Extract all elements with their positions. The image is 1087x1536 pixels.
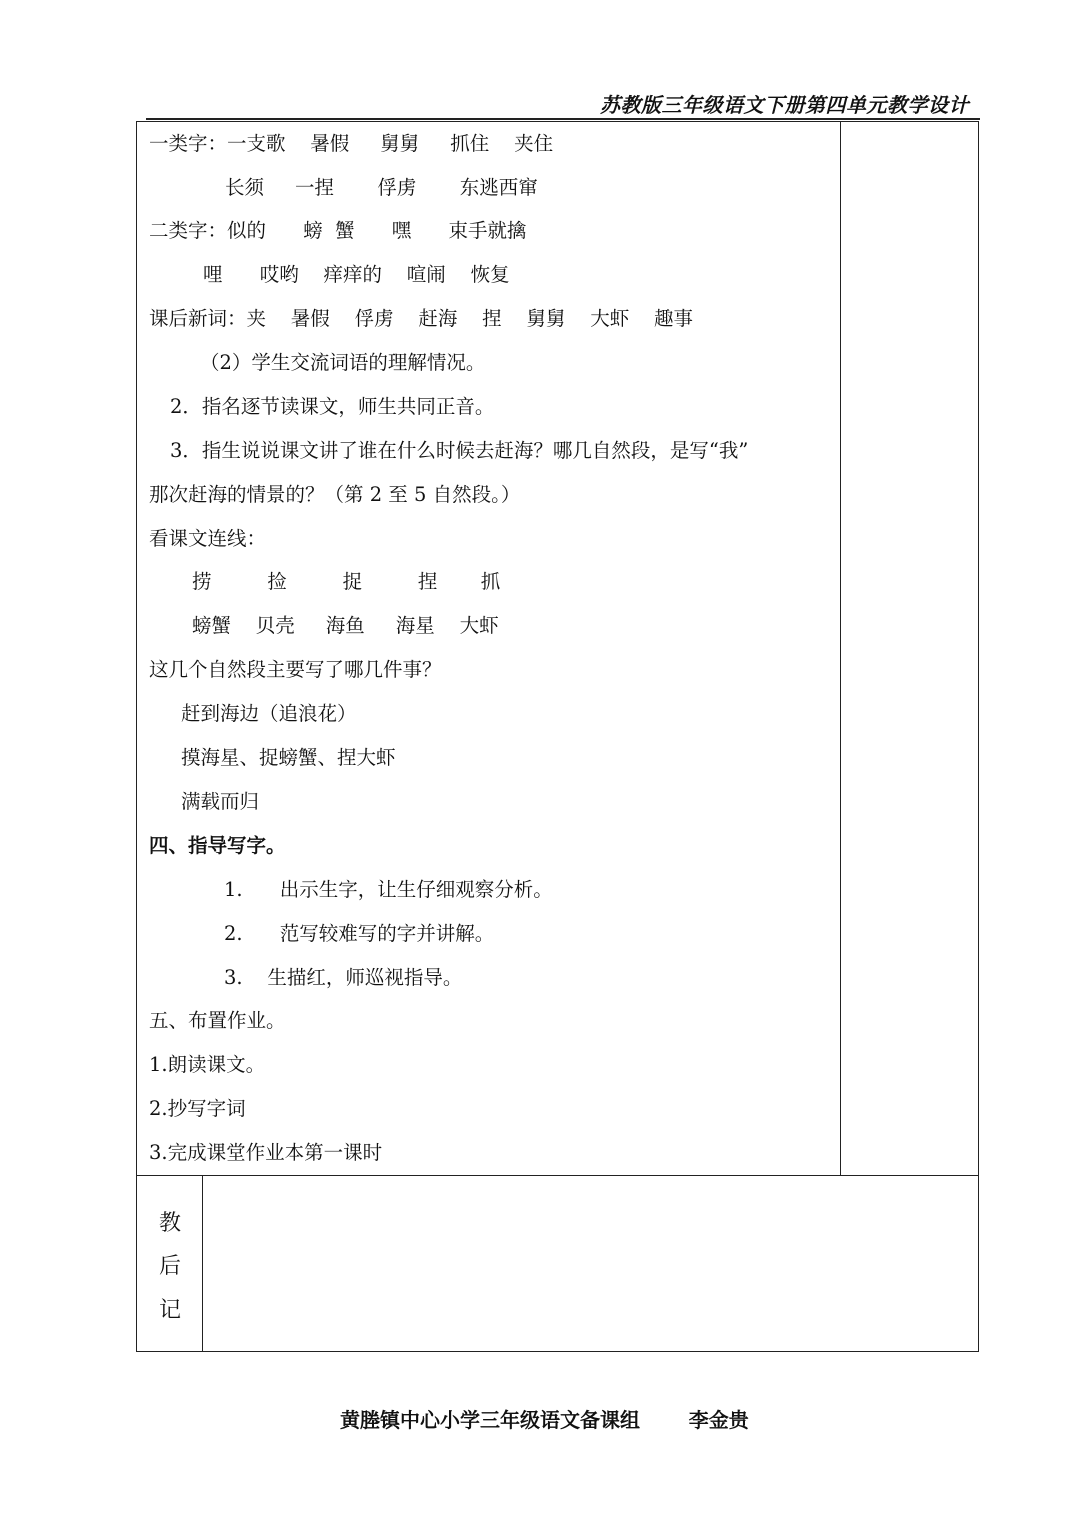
- lesson-line: 3．指生说说课文讲了谁在什么时候去赶海？哪几自然段，是写“我”: [170, 439, 749, 462]
- lesson-line: 3. 生描红，师巡视指导。: [224, 966, 463, 989]
- lesson-line: 摸海星、捉螃蟹、捏大虾: [181, 746, 396, 769]
- lesson-line: 长须 一捏 俘虏 东逃西窜: [225, 176, 538, 199]
- footer-school-group: 黄塍镇中心小学三年级语文备课组: [340, 1408, 640, 1432]
- lesson-line: 那次赶海的情景的？（第 2 至 5 自然段。）: [149, 483, 521, 506]
- lesson-line: 哩 哎哟 痒痒的 喧闹 恢复: [203, 263, 510, 286]
- reflection-label-char: 记: [158, 1298, 181, 1323]
- lesson-line: 2．指名逐节读课文，师生共同正音。: [170, 395, 495, 418]
- lesson-line: 看课文连线：: [149, 527, 267, 550]
- reflection-row-divider: [136, 1175, 979, 1176]
- footer-author: 李金贵: [688, 1408, 749, 1432]
- header-rule: [146, 118, 980, 120]
- lesson-line: 满载而归: [181, 790, 260, 813]
- lesson-line: 捞 捡 捉 捏 抓: [192, 570, 501, 593]
- section-heading: 四、指导写字。: [149, 834, 286, 857]
- lesson-line: 一类字：一支歌 暑假 舅舅 抓住 夹住: [149, 132, 554, 155]
- lesson-line: 1.朗读课文。: [149, 1053, 266, 1076]
- lesson-line: 1. 出示生字，让生仔细观察分析。: [224, 878, 553, 901]
- reflection-label-char: 教: [158, 1211, 181, 1236]
- lesson-line: 这几个自然段主要写了哪几件事？: [149, 658, 442, 681]
- lesson-line: 3.完成课堂作业本第一课时: [149, 1141, 383, 1164]
- lesson-line: 赶到海边（追浪花）: [181, 702, 357, 725]
- reflection-label-divider: [202, 1175, 203, 1352]
- lesson-line: 二类字：似的 螃 蟹 嘿 束手就擒: [149, 219, 527, 242]
- lesson-line: 2.抄写字词: [149, 1097, 246, 1120]
- lesson-line: （2）学生交流词语的理解情况。: [200, 351, 486, 374]
- lesson-line: 2. 范写较难写的字并讲解。: [224, 922, 495, 945]
- notes-column-divider: [840, 121, 841, 1175]
- lesson-line: 螃蟹 贝壳 海鱼 海星 大虾: [192, 614, 499, 637]
- reflection-label-char: 后: [158, 1254, 181, 1279]
- lesson-line: 课后新词：夹 暑假 俘虏 赶海 捏 舅舅 大虾 趣事: [149, 307, 694, 330]
- document-footer: [340, 1404, 749, 1433]
- document-header-title: 苏教版三年级语文下册第四单元教学设计: [600, 93, 969, 117]
- section-heading: 五、布置作业。: [149, 1009, 286, 1032]
